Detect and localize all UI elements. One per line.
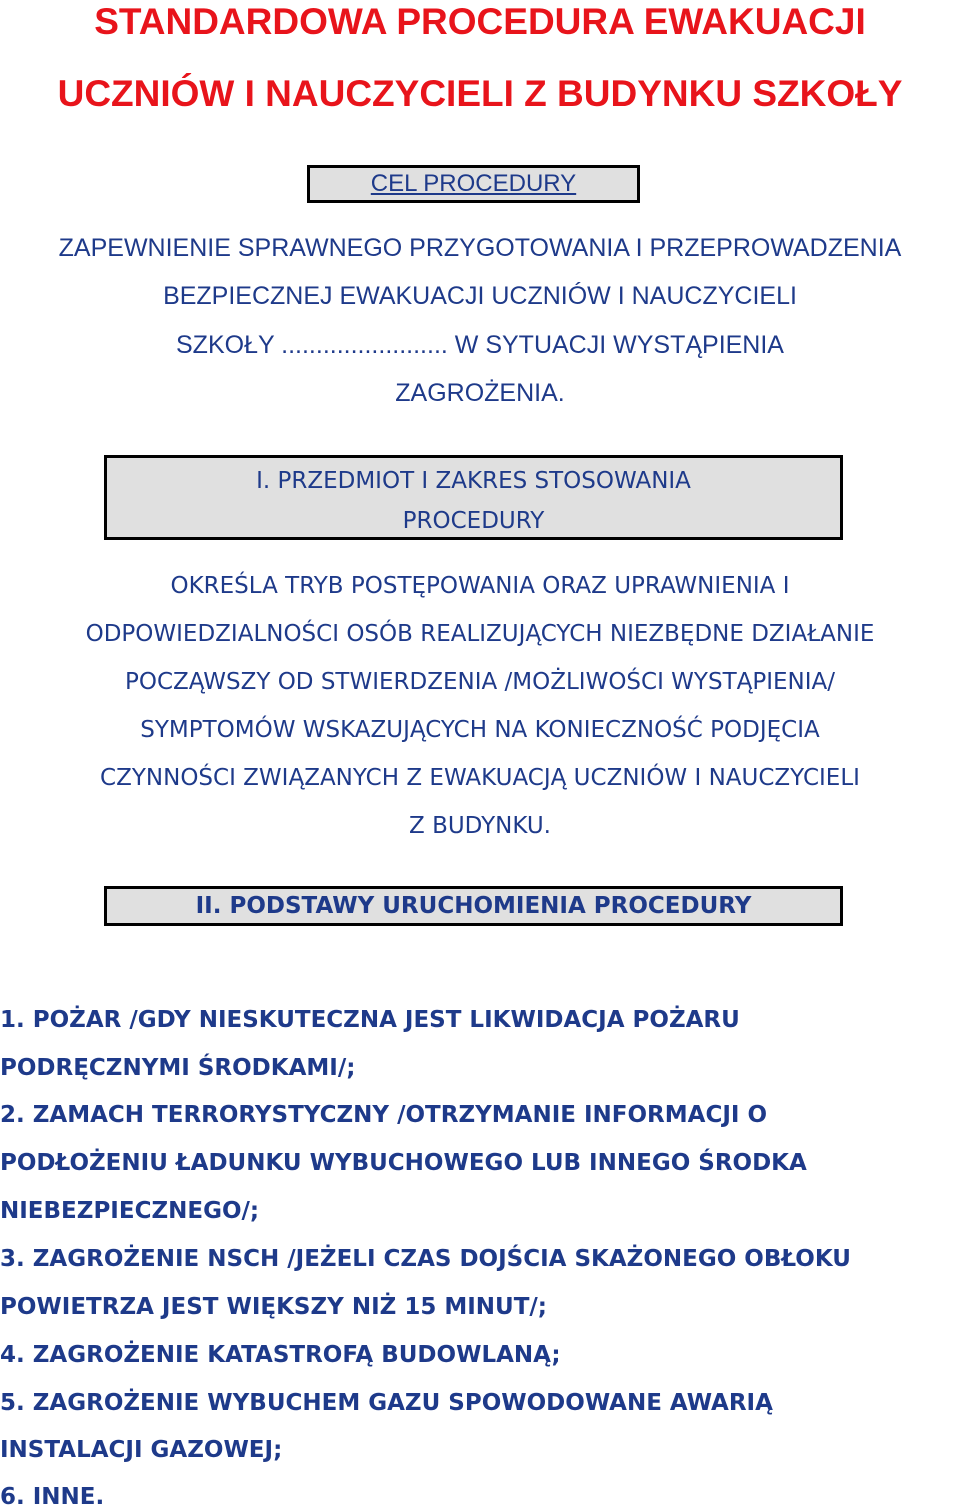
section-1-text-line-2: ODPOWIEDZIALNOŚCI OSÓB REALIZUJĄCYCH NIEZBĘDNE DZIAŁANIE [85,621,875,647]
goal-text-line-2: BEZPIECZNEJ EWAKUACJI UCZNIÓW I NAUCZYCIELI [163,282,797,310]
section-2-list-line-6: 3. ZAGROŻENIE NSCH /JEŻELI CZAS DOJŚCIA SKAŻONEGO OBŁOKU [0,1246,851,1272]
section-1-text-line-4: SYMPTOMÓW WSKAZUJĄCYCH NA KONIECZNOŚĆ PODJĘCIA [140,717,820,743]
section-2-list-line-7: POWIETRZA JEST WIĘKSZY NIŻ 15 MINUT/; [0,1294,547,1320]
goal-text-line-4: ZAGROŻENIA. [395,379,565,407]
document-title-line-1: STANDARDOWA PROCEDURA EWAKUACJI [94,1,866,42]
section-1-text-line-6: Z BUDYNKU. [409,813,551,839]
goal-text-line-3: SZKOŁY ........................ W SYTUACJI WYSTĄPIENIA [176,331,784,359]
section-2-list-line-3: 2. ZAMACH TERRORYSTYCZNY /OTRZYMANIE INFORMACJI O [0,1102,768,1128]
section-2-list-line-1: 1. POŻAR /GDY NIESKUTECZNA JEST LIKWIDACJA POŻARU [0,1007,740,1033]
goal-text-line-1: ZAPEWNIENIE SPRAWNEGO PRZYGOTOWANIA I PRZEPROWADZENIA [58,234,902,262]
section-2-list-line-10: INSTALACJI GAZOWEJ; [0,1437,283,1463]
section-2-list-line-2: PODRĘCZNYMI ŚRODKAMI/; [0,1055,356,1081]
section-2-list-line-5: NIEBEZPIECZNEGO/; [0,1198,260,1224]
section-1-text-line-3: POCZĄWSZY OD STWIERDZENIA /MOŻLIWOŚCI WYSTĄPIENIA/ [124,669,836,695]
section-2-list-line-9: 5. ZAGROŻENIE WYBUCHEM GAZU SPOWODOWANE AWARIĄ [0,1390,773,1416]
section-1-heading-box [104,455,843,540]
section-2-heading: II. PODSTAWY URUCHOMIENIA PROCEDURY [195,893,752,919]
document-title-line-2: UCZNIÓW I NAUCZYCIELI Z BUDYNKU SZKOŁY [57,73,903,114]
goal-heading: CEL PROCEDURY [370,170,577,197]
section-1-text-line-1: OKREŚLA TRYB POSTĘPOWANIA ORAZ UPRAWNIENIA I [170,573,790,599]
section-1-heading-line-2: PROCEDURY [402,508,545,534]
section-2-list-line-11: 6. INNE. [0,1484,105,1510]
section-1-text-line-5: CZYNNOŚCI ZWIĄZANYCH Z EWAKUACJĄ UCZNIÓW I NAUCZYCIELI [100,765,860,791]
section-2-list-line-8: 4. ZAGROŻENIE KATASTROFĄ BUDOWLANĄ; [0,1342,561,1368]
goal-heading-box [307,165,640,203]
section-2-heading-box [104,886,843,926]
section-2-list-line-4: PODŁOŻENIU ŁADUNKU WYBUCHOWEGO LUB INNEGO ŚRODKA [0,1150,807,1176]
section-1-heading-line-1: I. PRZEDMIOT I ZAKRES STOSOWANIA [256,468,691,494]
